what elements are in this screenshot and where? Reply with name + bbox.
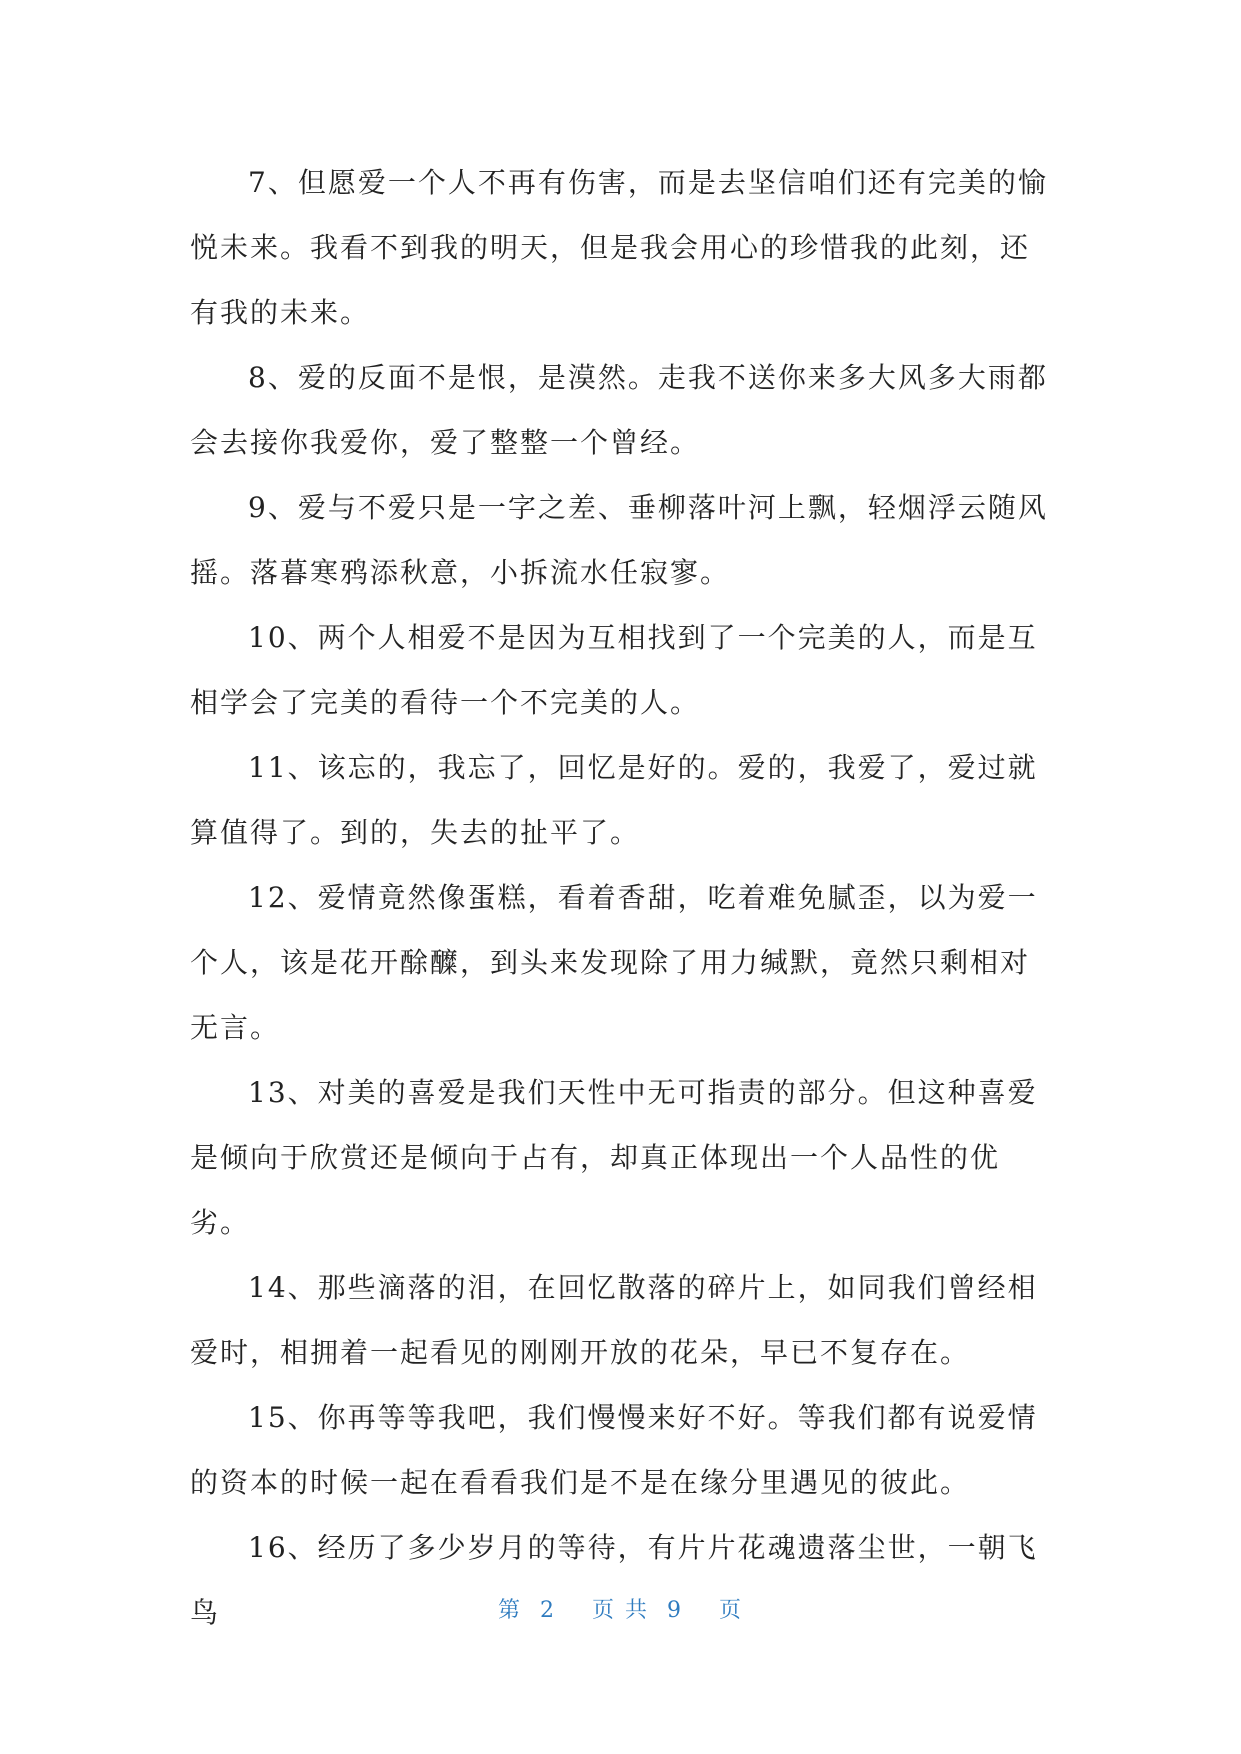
footer-current-page: 2 bbox=[540, 1598, 556, 1623]
footer-suffix: 页 bbox=[719, 1598, 744, 1623]
paragraph-15: 15、你再等等我吧，我们慢慢来好不好。等我们都有说爱情的资本的时候一起在看看我们是不是在缘分里遇见的彼此。 bbox=[190, 1401, 1038, 1499]
paragraph-16: 16、经历了多少岁月的等待，有片片花魂遗落尘世，一朝飞鸟 bbox=[190, 1531, 1038, 1629]
footer-total-pages: 9 bbox=[667, 1598, 683, 1623]
paragraph-8: 8、爱的反面不是恨，是漠然。走我不送你来多大风多大雨都会去接你我爱你，爱了整整一个曾经。 bbox=[190, 361, 1048, 459]
paragraph-14: 14、那些滴落的泪，在回忆散落的碎片上，如同我们曾经相爱时，相拥着一起看见的刚刚开放的花朵，早已不复存在。 bbox=[190, 1271, 1038, 1369]
document-body bbox=[190, 150, 1052, 1645]
footer-prefix: 第 bbox=[497, 1598, 522, 1623]
page-footer bbox=[0, 1593, 1241, 1624]
paragraph-13: 13、对美的喜爱是我们天性中无可指责的部分。但这种喜爱是倾向于欣赏还是倾向于占有，却真正体现出一个人品性的优劣。 bbox=[190, 1076, 1038, 1239]
paragraph-7: 7、但愿爱一个人不再有伤害，而是去坚信咱们还有完美的愉悦未来。我看不到我的明天，但是我会用心的珍惜我的此刻，还有我的未来。 bbox=[190, 166, 1048, 329]
paragraph-11: 11、该忘的，我忘了，回忆是好的。爱的，我爱了，爱过就算值得了。到的，失去的扯平了。 bbox=[190, 751, 1038, 849]
paragraph-9: 9、爱与不爱只是一字之差、垂柳落叶河上飘，轻烟浮云随风摇。落暮寒鸦添秋意，小拆流水任寂寥。 bbox=[190, 491, 1048, 589]
paragraph-10: 10、两个人相爱不是因为互相找到了一个完美的人，而是互相学会了完美的看待一个不完美的人。 bbox=[190, 621, 1038, 719]
paragraph-12: 12、爱情竟然像蛋糕，看着香甜，吃着难免腻歪，以为爱一个人，该是花开酴醾，到头来发现除了用力缄默，竟然只剩相对无言。 bbox=[190, 881, 1038, 1044]
footer-middle: 页 共 bbox=[592, 1598, 649, 1623]
